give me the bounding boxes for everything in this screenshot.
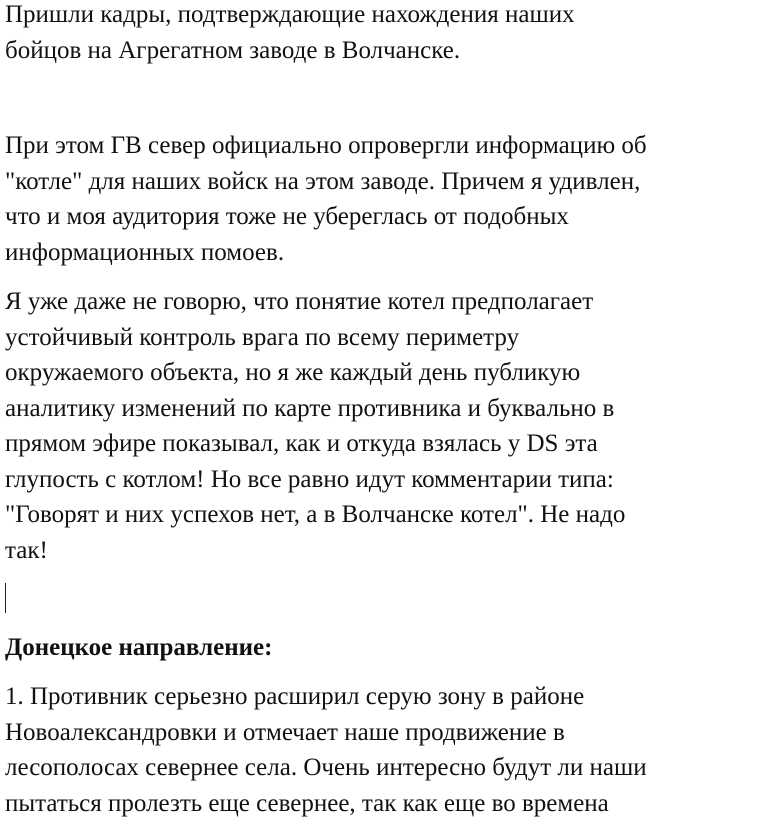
text-line: глупость с котлом! Но все равно идут комментарии типа:	[5, 465, 614, 493]
text-line: окружаемого объекта, но я же каждый день публикую	[5, 359, 581, 386]
text-line: информационных помоев.	[5, 238, 285, 266]
text-cursor[interactable]	[5, 583, 6, 613]
text-line: 1. Противник серьезно расширил серую зону в районе	[5, 683, 585, 710]
text-line: прямом эфире показывал, как и откуда взялась у DS эта	[5, 430, 598, 457]
paragraph-intro	[5, 0, 575, 68]
text-line: лесополосах севернее села. Очень интересно будут ли наши	[5, 754, 647, 781]
text-line: Новоалександровки и отмечает наше продвижение в	[5, 718, 565, 746]
section-heading: Донецкое направление:	[5, 634, 273, 661]
text-line: "котле" для наших войск на этом заводе. Причем я удивлен,	[5, 167, 641, 195]
text-line: При этом ГВ север официально опровергли информацию об	[5, 132, 647, 159]
paragraph-denial	[5, 128, 647, 270]
text-line: Пришли кадры, подтверждающие нахождения наших	[5, 1, 575, 28]
text-line: Я уже даже не говорю, что понятие котел предполагает	[5, 288, 594, 315]
text-line: "Говорят и них успехов нет, а в Волчанске котел". Не надо	[5, 501, 626, 528]
text-line: так!	[5, 536, 48, 564]
text-line: пытаться пролезть еще севернее, так как еще во времена	[5, 789, 609, 817]
paragraph-item-1	[5, 679, 647, 821]
text-line: аналитику изменений по карте противника и буквально в	[5, 394, 615, 422]
text-line: что и моя аудитория тоже не уберeглась от подобных	[5, 203, 569, 230]
text-line: бойцов на Агрегатном заводе в Волчанске.	[5, 36, 461, 64]
text-line: устойчивый контроль врага по всему периметру	[5, 323, 520, 351]
paragraph-explanation	[5, 284, 625, 568]
